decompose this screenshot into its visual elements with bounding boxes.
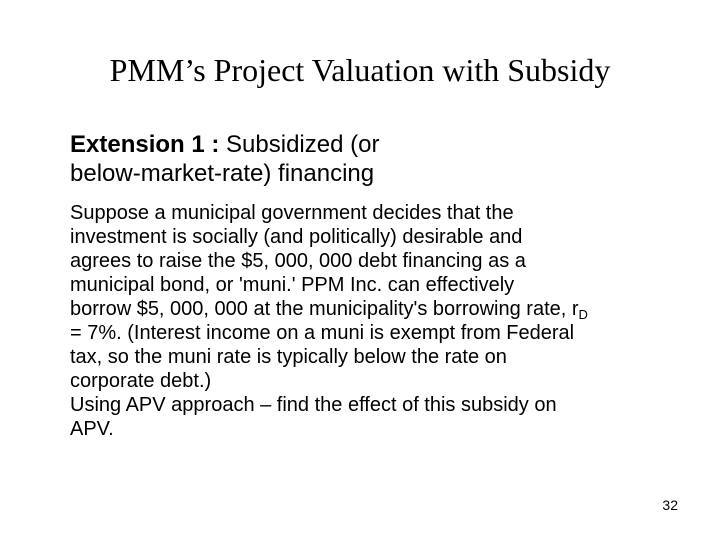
- body-paragraph: [70, 201, 700, 441]
- body-line: Using APV approach – find the effect of this subsidy on: [70, 394, 557, 416]
- subtitle-line-1: [70, 130, 670, 159]
- body-line: corporate debt.): [70, 370, 212, 392]
- subtitle-line-2: below‐market‐rate) financing: [70, 160, 375, 187]
- subtitle-bold-label: Extension 1 :: [70, 131, 220, 158]
- body-line: tax, so the muni rate is typically below the rate on: [70, 346, 507, 368]
- subtitle-line-1-rest: Subsidized (or: [219, 131, 380, 158]
- slide-title: PMM’s Project Valuation with Subsidy: [109, 52, 611, 88]
- body-line: agrees to raise the $5, 000, 000 debt financing as a: [70, 250, 526, 272]
- body-line: investment is socially (and politically) desirable and: [70, 226, 523, 248]
- body-line-with-subscript: [70, 297, 700, 321]
- rate-subscript: D: [578, 307, 588, 322]
- body-line-text: borrow $5, 000, 000 at the municipality's borrowing rate, r: [70, 298, 579, 320]
- slide-subtitle: [70, 130, 670, 188]
- body-line: municipal bond, or 'muni.' PPM Inc. can effectively: [70, 274, 515, 296]
- body-line: APV.: [70, 418, 114, 440]
- page-number: 32: [662, 497, 678, 513]
- body-line: Suppose a municipal government decides that the: [70, 202, 514, 224]
- body-line: = 7%. (Interest income on a muni is exempt from Federal: [70, 322, 575, 344]
